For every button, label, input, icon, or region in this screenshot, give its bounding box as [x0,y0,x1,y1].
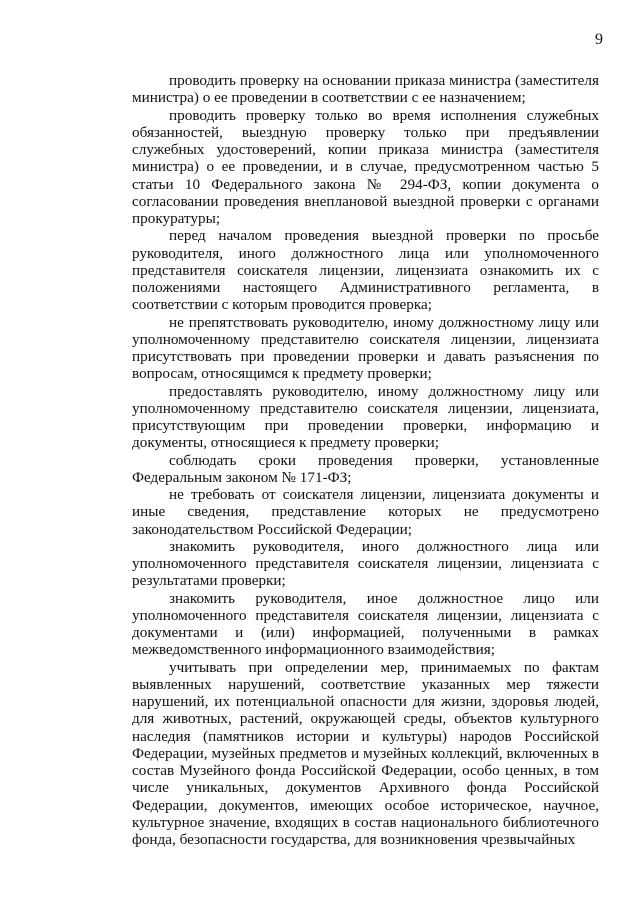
paragraph-inform-results: знакомить руководителя, иного должностного лица или уполномоченного представителя соискателя лицензии, лицензиата с результатами проверки; [132,537,599,590]
paragraph-conduct-during-duties: проводить проверку только во время исполнения служебных обязанностей, выездную проверку только при предъявлении служебных удостоверений, копии приказа министра (заместителя министра) о ее проведении, и в случае, предусмотренном частью 5 статьи 10 Федерального закона № 294-ФЗ, копии документа о согласовании проведения внеплановой выездной проверки с органами прокуратуры; [132,106,599,227]
paragraph-proportional-measures: учитывать при определении мер, принимаемых по фактам выявленных нарушений, соответствие указанных мер тяжести нарушений, их потенциальной опасности для жизни, здоровья людей, для животных, растений, окружающей среды, объектов культурного наследия (памятников истории и культуры) народов Российской Федерации, музейных предметов и музейных коллекций, включенных в состав Музейного фонда Российской Федерации, особо ценных, в том числе уникальных, документов Архивного фонда Российской Федерации, документов, имеющих особое историческое, научное, культурное значение, входящих в состав национального библиотечного фонда, безопасности государства, для возникновения чрезвычайных [132,658,599,848]
paragraph-conduct-on-order: проводить проверку на основании приказа министра (заместителя министра) о ее проведении в соответствии с ее назначением; [132,72,599,107]
paragraph-not-demand-documents: не требовать от соискателя лицензии, лицензиата документы и иные сведения, представление которых не предусмотрено законодательством Российской Федерации; [132,486,599,538]
paragraph-familiarize-regulation: перед началом проведения выездной проверки по просьбе руководителя, иного должностного лица или уполномоченного представителя соискателя лицензии, лицензиата ознакомить их с положениями настоящего Административного регламента, в соответствии с которым проводится проверка; [132,227,599,314]
document-body [132,72,599,848]
paragraph-not-hinder-presence: не препятствовать руководителю, иному должностному лицу или уполномоченному представителю соискателя лицензии, лицензиата присутствовать при проведении проверки и давать разъяснения по вопросам, относящимся к предмету проверки; [132,313,599,383]
page-number: 9 [595,31,603,48]
paragraph-provide-information: предоставлять руководителю, иному должностному лицу или уполномоченному представителю соискателя лицензии, лицензиата, присутствующим при проведении проверки, информацию и документы, относящиеся к предмету проверки; [132,382,599,452]
paragraph-observe-deadlines: соблюдать сроки проведения проверки, установленные Федеральным законом № 171-ФЗ; [132,451,599,486]
paragraph-inform-interagency-data: знакомить руководителя, иное должностное лицо или уполномоченного представителя соискателя лицензии, лицензиата с документами и (или) информацией, полученными в рамках межведомственного информационного взаимодействия; [132,589,599,659]
